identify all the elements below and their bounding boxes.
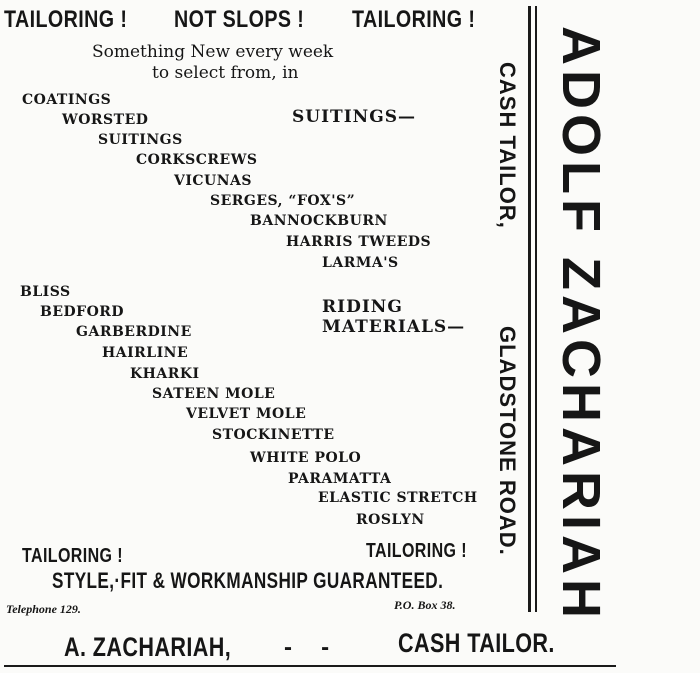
bottom-rule — [4, 665, 616, 667]
sidebar-name: ADOLF ZACHARIAH — [551, 26, 611, 623]
footer-cash-tailor: CASH TAILOR. — [398, 628, 555, 658]
guarantee-line: STYLE,·FIT & WORKMANSHIP GUARANTEED. — [52, 568, 444, 593]
fabric-item: WHITE POLO — [250, 450, 362, 466]
fabric-item: COATINGS — [22, 92, 112, 108]
fabric-item: ROSLYN — [356, 512, 425, 528]
footer-name: A. ZACHARIAH, — [64, 632, 232, 662]
fabric-item: VELVET MOLE — [186, 406, 307, 422]
riding-heading-line-2: MATERIALS— — [322, 317, 466, 337]
fabric-item: SERGES, “FOX'S” — [210, 193, 356, 209]
fabric-item: BANNOCKBURN — [250, 213, 388, 229]
fabric-item: VICUNAS — [174, 173, 253, 189]
riding-heading-line-1: RIDING — [322, 297, 403, 317]
telephone: Telephone 129. — [6, 602, 81, 616]
double-rule-left — [528, 6, 531, 612]
fabric-item: PARAMATTA — [288, 471, 392, 487]
header-tailoring-right: TAILORING ! — [352, 6, 476, 33]
suitings-heading: SUITINGS— — [292, 107, 416, 127]
fabric-item: STOCKINETTE — [212, 427, 335, 443]
footer-tailoring-left: TAILORING ! — [22, 545, 123, 567]
fabric-item: WORSTED — [62, 112, 149, 128]
fabric-item: HAIRLINE — [102, 345, 189, 361]
header-tailoring-left: TAILORING ! — [4, 6, 128, 33]
fabric-item: CORKSCREWS — [136, 152, 258, 168]
footer-dashes: - - — [284, 634, 330, 661]
fabric-item: KHARKI — [130, 366, 200, 382]
fabric-item: GARBERDINE — [76, 324, 192, 340]
fabric-item: SUITINGS — [98, 132, 183, 148]
fabric-item: BEDFORD — [40, 304, 125, 320]
po-box: P.O. Box 38. — [394, 598, 456, 612]
fabric-item: LARMA'S — [322, 255, 399, 271]
fabric-item: ELASTIC STRETCH — [318, 490, 478, 506]
double-rule-right — [535, 6, 537, 612]
fabric-item: SATEEN MOLE — [152, 386, 276, 402]
fabric-item: HARRIS TWEEDS — [286, 234, 432, 250]
sidebar-cash-tailor: CASH TAILOR, — [495, 62, 520, 229]
intro-line-1: Something New every week — [92, 42, 334, 62]
fabric-item: BLISS — [20, 284, 71, 300]
sidebar-address: GLADSTONE ROAD. — [495, 326, 520, 556]
footer-tailoring-right: TAILORING ! — [366, 540, 467, 562]
header-not-slops: NOT SLOPS ! — [174, 6, 305, 33]
intro-line-2: to select from, in — [152, 63, 299, 83]
